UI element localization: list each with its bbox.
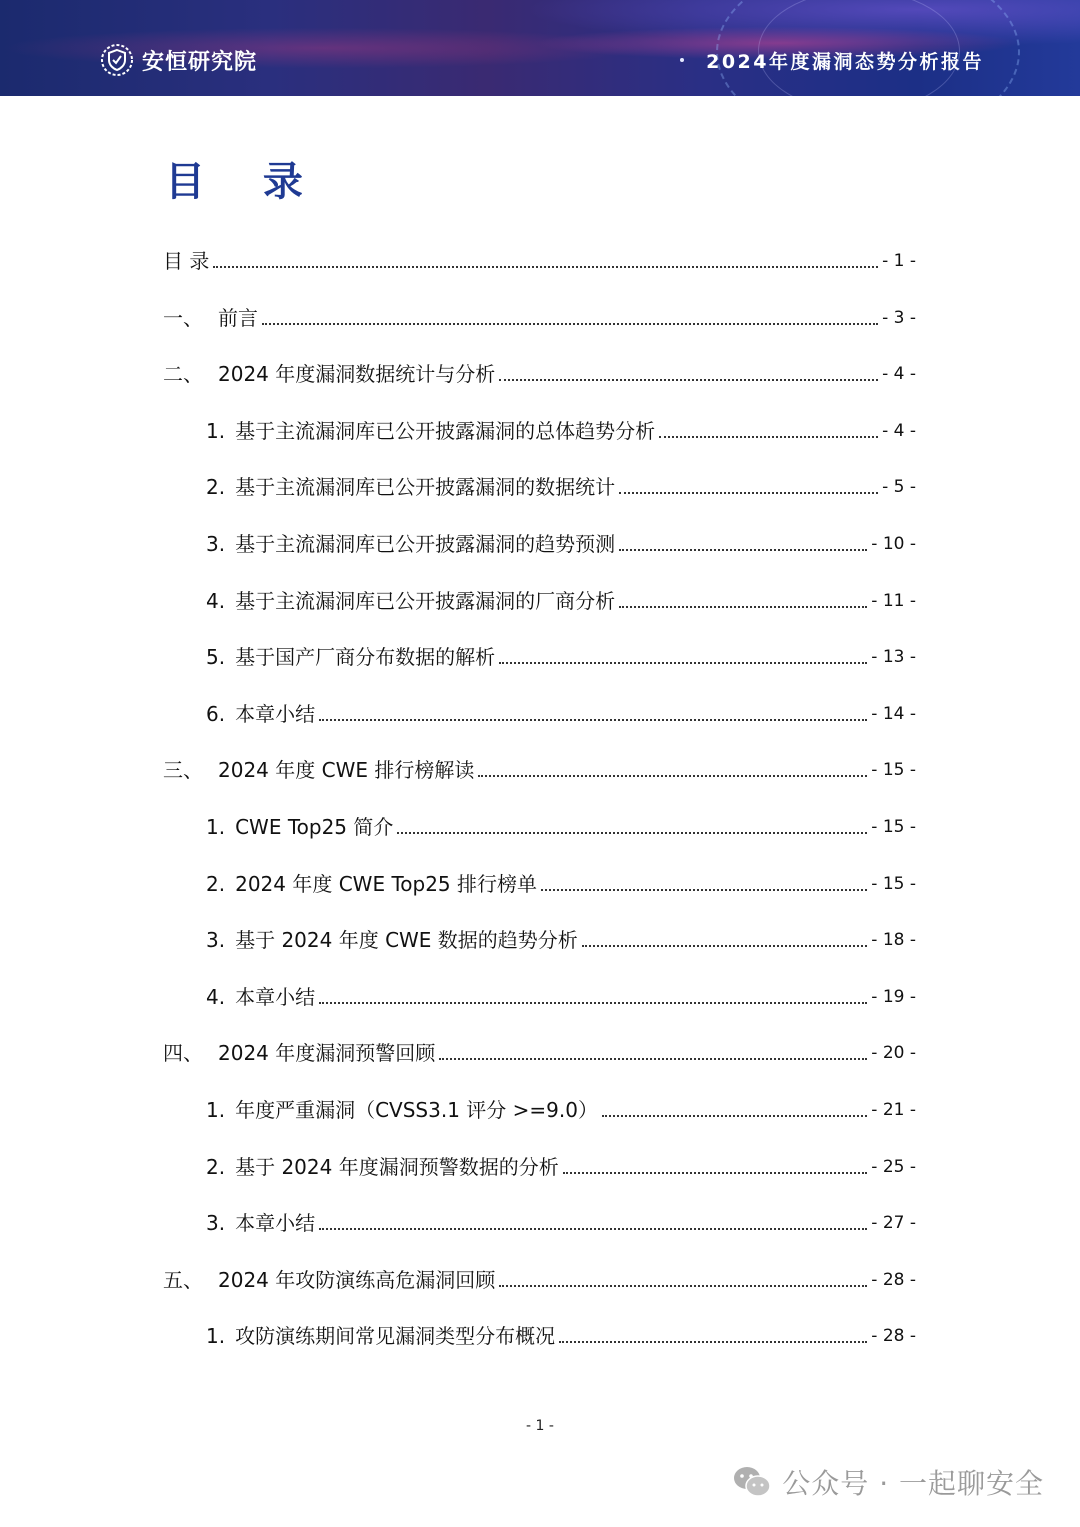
toc-entry[interactable]	[206, 580, 916, 614]
toc-entry[interactable]	[206, 466, 916, 500]
toc-dot-leader	[582, 945, 867, 947]
toc-entry-number: 5.	[206, 645, 226, 670]
toc-entry-title: 2024 年度漏洞预警回顾	[218, 1041, 436, 1066]
toc-dot-leader	[541, 889, 867, 891]
toc-entry-title: 2024 年度 CWE 排行榜解读	[218, 758, 475, 783]
toc-dot-leader	[619, 606, 867, 608]
toc-dot-leader	[619, 492, 878, 494]
toc-entry-number: 6.	[206, 701, 226, 726]
toc-entry-title: 2024 年度漏洞数据统计与分析	[218, 362, 496, 387]
toc-entry-number: 一、	[163, 305, 203, 330]
toc-entry[interactable]	[206, 806, 916, 840]
toc-dot-leader	[659, 436, 878, 438]
toc-entry[interactable]	[206, 693, 916, 727]
toc-entry-title: 2024 年度 CWE Top25 排行榜单	[235, 871, 537, 896]
toc-entry-page: - 1 -	[882, 251, 916, 271]
toc-entry[interactable]	[206, 1089, 916, 1123]
toc-entry-page: - 15 -	[871, 760, 916, 781]
toc-entry[interactable]	[206, 1315, 916, 1349]
toc-entry-page: - 4 -	[882, 364, 916, 385]
report-title: 2024年度漏洞态势分析报告	[706, 51, 984, 73]
toc-entry-number: 1.	[206, 815, 226, 839]
brand-name: 安恒研究院	[142, 49, 258, 75]
toc-entry[interactable]	[206, 410, 916, 444]
toc-entry-page: - 10 -	[871, 534, 916, 554]
toc-entry-title: 基于国产厂商分布数据的解析	[235, 645, 496, 670]
toc-dot-leader	[499, 1285, 867, 1287]
toc-entry-number: 1.	[206, 1324, 226, 1349]
toc-dot-leader	[478, 775, 867, 777]
toc-entry-number: 二、	[163, 362, 203, 387]
toc-entry[interactable]	[163, 297, 916, 331]
toc-entry[interactable]	[163, 1032, 916, 1066]
toc-entry-number: 三、	[163, 758, 203, 783]
toc-dot-leader	[499, 662, 867, 664]
toc-dot-leader	[319, 1002, 867, 1004]
toc-entry-page: - 15 -	[871, 817, 916, 837]
toc-entry-page: - 18 -	[871, 930, 916, 951]
toc-entry-title: 本章小结	[235, 701, 316, 726]
toc-entry-page: - 25 -	[871, 1156, 916, 1177]
toc-entry-title: 基于 2024 年度漏洞预警数据的分析	[235, 1154, 559, 1179]
toc-dot-leader	[319, 719, 867, 721]
toc-entry-number: 五、	[163, 1267, 203, 1292]
toc-entry-title: CWE Top25 简介	[235, 815, 394, 839]
page-number: - 1 -	[526, 1418, 554, 1434]
toc-entry-title: 本章小结	[235, 984, 316, 1009]
toc-entry-number: 2.	[206, 475, 226, 500]
wechat-icon	[732, 1464, 772, 1500]
toc-entry-title: 基于 2024 年度 CWE 数据的趋势分析	[235, 928, 578, 953]
toc-entry-title: 目 录	[163, 249, 210, 273]
toc-entry-number: 3.	[206, 1211, 226, 1236]
toc-dot-leader	[619, 549, 867, 551]
toc-entry-page: - 15 -	[871, 873, 916, 894]
toc-entry[interactable]	[206, 863, 916, 897]
toc-dot-leader	[439, 1058, 867, 1060]
toc-entry[interactable]	[206, 919, 916, 953]
toc-entry-title: 基于主流漏洞库已公开披露漏洞的趋势预测	[235, 532, 616, 556]
watermark	[732, 1462, 1044, 1502]
toc-entry[interactable]	[206, 636, 916, 670]
toc-entry-page: - 4 -	[882, 420, 916, 441]
toc-entry-title: 基于主流漏洞库已公开披露漏洞的厂商分析	[235, 588, 616, 613]
toc-entry-number: 3.	[206, 532, 226, 556]
toc-entry-number: 3.	[206, 928, 226, 953]
toc-entry-page: - 14 -	[871, 703, 916, 724]
toc-entry[interactable]	[206, 1146, 916, 1180]
toc-dot-leader	[213, 266, 878, 268]
toc-entry-title: 年度严重漏洞（CVSS3.1 评分 >=9.0）	[235, 1098, 598, 1122]
toc-dot-leader	[499, 379, 878, 381]
toc-entry-number: 1.	[206, 1098, 226, 1122]
toc-entry-page: - 28 -	[871, 1326, 916, 1347]
toc-entry-title: 2024 年攻防演练高危漏洞回顾	[218, 1267, 496, 1292]
toc-dot-leader	[319, 1228, 867, 1230]
toc-entry[interactable]	[163, 1259, 916, 1293]
watermark-text: 公众号 · 一起聊安全	[782, 1467, 1044, 1500]
toc-heading: 目 录	[165, 158, 325, 205]
toc-entry[interactable]	[206, 523, 916, 557]
toc-entry-page: - 20 -	[871, 1043, 916, 1064]
toc-entry[interactable]	[163, 240, 916, 274]
toc-entry-page: - 13 -	[871, 647, 916, 668]
toc-entry-page: - 28 -	[871, 1269, 916, 1290]
toc-entry-page: - 3 -	[882, 307, 916, 328]
toc-entry-number: 4.	[206, 984, 226, 1009]
toc-entry-title: 前言	[218, 305, 258, 330]
toc-dot-leader	[563, 1172, 868, 1174]
toc-entry-title: 攻防演练期间常见漏洞类型分布概况	[235, 1324, 556, 1349]
toc-entry[interactable]	[206, 1202, 916, 1236]
toc-dot-leader	[559, 1341, 867, 1343]
toc-entry-page: - 5 -	[882, 477, 916, 498]
toc-entry-title: 本章小结	[235, 1211, 316, 1236]
toc-dot-leader	[397, 832, 867, 834]
toc-entry-number: 四、	[163, 1041, 203, 1066]
toc-entry-title: 基于主流漏洞库已公开披露漏洞的总体趋势分析	[235, 418, 656, 443]
toc-entry-number: 2.	[206, 871, 226, 896]
toc-dot-leader	[602, 1115, 867, 1117]
toc-entry-number: 1.	[206, 418, 226, 443]
toc-entry[interactable]	[163, 353, 916, 387]
toc-dot-leader	[262, 323, 878, 325]
toc-entry-page: - 11 -	[871, 590, 916, 611]
toc-entry[interactable]	[206, 976, 916, 1010]
toc-entry-number: 2.	[206, 1154, 226, 1179]
toc-entry-page: - 27 -	[871, 1213, 916, 1234]
toc-entry-title: 基于主流漏洞库已公开披露漏洞的数据统计	[235, 475, 616, 500]
toc-entry[interactable]	[163, 749, 916, 783]
toc-entry-number: 4.	[206, 588, 226, 613]
toc-entry-page: - 19 -	[871, 986, 916, 1007]
toc-entry-page: - 21 -	[871, 1100, 916, 1120]
